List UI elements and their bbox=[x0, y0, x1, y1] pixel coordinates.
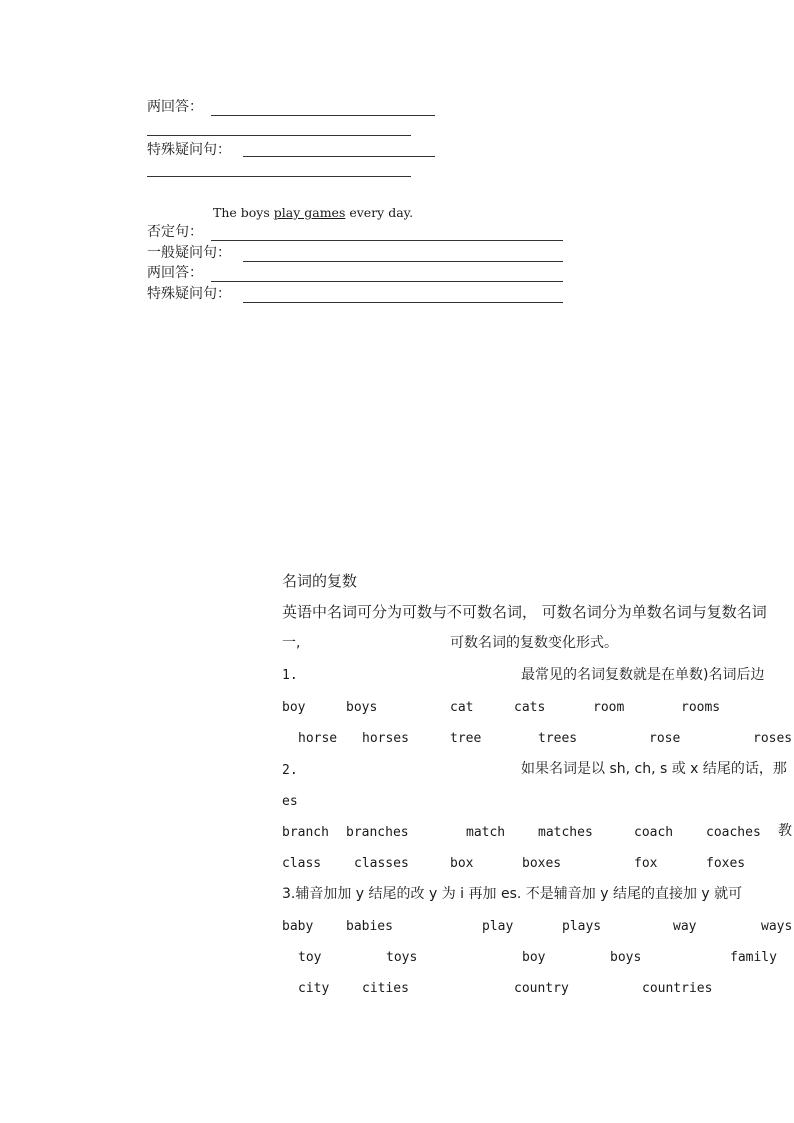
word: baby bbox=[282, 919, 314, 934]
rule1-number: 1. bbox=[282, 668, 298, 683]
word: trees bbox=[538, 731, 578, 746]
word: tree bbox=[450, 731, 482, 746]
word: cities bbox=[362, 981, 409, 996]
word: matches bbox=[538, 825, 593, 840]
word: city bbox=[298, 981, 330, 996]
sentence-underlined-verb: play games bbox=[273, 205, 346, 220]
word: branches bbox=[346, 825, 409, 840]
heading-text: 可数名词的复数变化形式。 bbox=[450, 635, 618, 651]
word: coaches bbox=[706, 825, 761, 840]
word: roses bbox=[753, 731, 793, 746]
word: horses bbox=[362, 731, 409, 746]
word: countries bbox=[642, 981, 713, 996]
word: babies bbox=[346, 919, 393, 934]
word: plays bbox=[562, 919, 602, 934]
rule2-continuation: es bbox=[282, 794, 298, 809]
special-question-label: 特殊疑问句： bbox=[147, 142, 231, 158]
stray-character: 教 bbox=[778, 823, 792, 839]
answer-blank-cont[interactable] bbox=[147, 135, 411, 136]
word: boy bbox=[282, 700, 306, 715]
rule3-text: 3.辅音加加 y 结尾的改 y 为 i 再加 es. 不是辅音加 y 结尾的直接加 y 就可 bbox=[282, 886, 743, 902]
word: boys bbox=[610, 950, 642, 965]
word: box bbox=[450, 856, 474, 871]
word: cats bbox=[514, 700, 546, 715]
word: room bbox=[593, 700, 625, 715]
answer-blank[interactable] bbox=[211, 115, 435, 116]
word: cat bbox=[450, 700, 474, 715]
word: way bbox=[673, 919, 697, 934]
word: foxes bbox=[706, 856, 746, 871]
word: boy bbox=[522, 950, 546, 965]
word: country bbox=[514, 981, 569, 996]
sentence-rest: every day. bbox=[349, 205, 414, 220]
word: classes bbox=[354, 856, 409, 871]
section-title: 名词的复数 bbox=[282, 572, 358, 590]
word: ways bbox=[761, 919, 793, 934]
answer-blank-2[interactable] bbox=[211, 281, 563, 282]
special-question-blank[interactable] bbox=[243, 156, 435, 157]
rule1-text: 最常见的名词复数就是在单数)名词后边 bbox=[521, 667, 765, 683]
sentence-subject: The boys bbox=[213, 205, 270, 220]
word: toys bbox=[386, 950, 418, 965]
word: match bbox=[466, 825, 506, 840]
word: rose bbox=[649, 731, 681, 746]
rule2-text: 如果名词是以 sh, ch, s 或 x 结尾的话，那 bbox=[521, 761, 787, 777]
word: coach bbox=[634, 825, 674, 840]
answer-label: 两回答： bbox=[147, 99, 203, 115]
special-question-label-2: 特殊疑问句： bbox=[147, 286, 231, 302]
negative-blank[interactable] bbox=[211, 240, 563, 241]
word: play bbox=[482, 919, 514, 934]
answer-label-2: 两回答： bbox=[147, 265, 203, 281]
word: toy bbox=[298, 950, 322, 965]
word: horse bbox=[298, 731, 338, 746]
word: branch bbox=[282, 825, 329, 840]
negative-label: 否定句： bbox=[147, 224, 203, 240]
word: fox bbox=[634, 856, 658, 871]
word: family bbox=[730, 950, 777, 965]
special-question-blank-2[interactable] bbox=[243, 302, 563, 303]
example-sentence bbox=[213, 205, 413, 221]
rule2-number: 2. bbox=[282, 763, 298, 778]
section-intro: 英语中名词可分为可数与不可数名词， 可数名词分为单数名词与复数名词 bbox=[282, 603, 767, 621]
word: rooms bbox=[681, 700, 721, 715]
general-question-label: 一般疑问句： bbox=[147, 245, 231, 261]
general-question-blank[interactable] bbox=[243, 261, 563, 262]
word: boys bbox=[346, 700, 378, 715]
word: class bbox=[282, 856, 322, 871]
word: boxes bbox=[522, 856, 562, 871]
heading-number: 一, bbox=[282, 635, 301, 651]
special-question-blank-cont[interactable] bbox=[147, 176, 411, 177]
